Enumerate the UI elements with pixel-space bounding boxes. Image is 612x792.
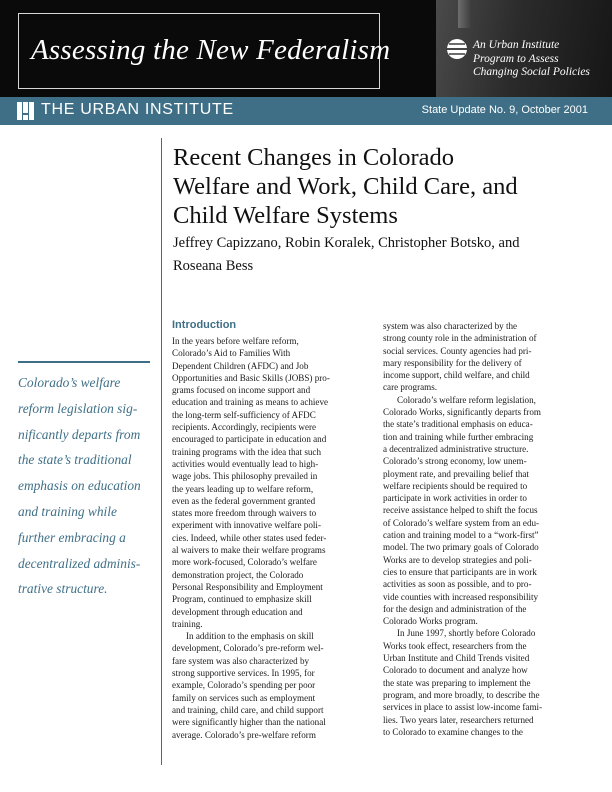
body-text-line: wage jobs. This philosophy prevailed in [172, 471, 318, 482]
body-text-line: In the years before welfare reform, [172, 336, 299, 346]
series-title-box [18, 13, 391, 89]
body-text-line: cies. Indeed, while other states used feder- [172, 532, 327, 543]
body-text-line: cation and training model to a “work-first” [383, 530, 539, 541]
body-text-line: Urban Institute and Child Trends visited [383, 653, 530, 664]
body-text-line: cies to ensure that participants are in work [383, 566, 537, 577]
body-text-line: mary responsibility for the delivery of [383, 357, 522, 368]
program-tagline-line: Changing Social Policies [473, 66, 590, 78]
pull-quote-line: further embracing a [18, 529, 126, 545]
body-text-line: Colorado Works, significantly departs from [383, 407, 541, 418]
body-text-line: development, Colorado’s pre-reform wel- [172, 643, 324, 654]
body-text-line: Works took effect, researchers from the [383, 640, 527, 651]
body-text-line: services in place to assist low-income fami- [383, 702, 543, 713]
series-title: Assessing the New Federalism [31, 34, 391, 66]
program-tagline [473, 39, 609, 80]
body-text-line: of Colorado’s welfare system from an edu- [383, 517, 540, 528]
body-text-line: family on services such as employment [172, 692, 316, 703]
body-text-line: activities would eventually lead to high- [172, 458, 319, 469]
pull-quote-line: and training while [18, 503, 117, 519]
body-text-line: development through education and [172, 606, 303, 617]
body-text-line: Dependent Children (AFDC) and Job [172, 360, 309, 371]
body-text-line: Colorado’s Aid to Families With [172, 348, 291, 359]
body-text-line: a decentralized administrative structure. [383, 443, 529, 454]
body-text-line: income support, child welfare, and child [383, 370, 530, 381]
body-text-line: even as the federal government granted [172, 495, 316, 506]
body-text-line: activities as soon as possible, and to pro- [383, 579, 532, 590]
body-text-line: model. The two primary goals of Colorado [383, 542, 539, 553]
body-text-line: participate in work activities in order to [383, 493, 527, 504]
section-heading: Introduction [172, 319, 237, 331]
body-text-line: demonstration project, the Colorado [172, 569, 304, 580]
body-text-line: care programs. [383, 382, 438, 393]
document-title-line: Child Welfare Systems [173, 202, 398, 229]
body-text-line: example, Colorado’s spending per poor [172, 680, 316, 691]
body-text-line: Colorado to document and analyze how [383, 665, 528, 676]
body-text-line: Opportunities and Basic Skills (JOBS) pro- [172, 372, 330, 383]
urban-institute-logo-icon [17, 102, 34, 120]
body-text-line: and training, child care, and child support [172, 704, 324, 715]
column-divider [161, 138, 162, 765]
body-text-line: In addition to the emphasis on skill [186, 631, 314, 642]
document-title-line: Recent Changes in Colorado [173, 144, 455, 171]
institute-bar [0, 97, 612, 125]
body-text-line: Colorado Works program. [383, 616, 478, 627]
body-text-line: experiment with innovative welfare poli- [172, 520, 321, 531]
authors-line: Jeffrey Capizzano, Robin Koralek, Christopher Botsko, and [173, 235, 520, 251]
body-text-line: receive assistance helped to shift the focus [383, 505, 538, 516]
body-text-line: welfare recipients should be required to [383, 480, 528, 491]
authors-line: Roseana Bess [173, 258, 254, 274]
body-text-line: training programs with the idea that such [172, 446, 321, 457]
body-text-line: were significantly higher than the national [172, 717, 326, 728]
body-text-line: states more freedom through waivers to [172, 508, 317, 519]
body-text-line: the years leading up to welfare reform, [172, 483, 314, 494]
body-text-line: Colorado’s welfare reform legislation, [397, 394, 536, 405]
body-text-line: Program, continued to emphasize skill [172, 594, 312, 605]
program-tagline-line: An Urban Institute [473, 39, 560, 51]
body-column-left [172, 318, 362, 741]
body-text-line: Personal Responsibility and Employment [172, 581, 323, 592]
pull-quote-line: trative structure. [18, 581, 108, 597]
body-text-line: strong county role in the administration of [383, 333, 537, 344]
body-text-line: average. Colorado’s pre-welfare reform [172, 729, 316, 740]
pull-quote-line: the state’s traditional [18, 452, 132, 468]
pull-quote-line: Colorado’s welfare [18, 375, 121, 390]
body-text-line: lies. Two years later, researchers returned [383, 714, 534, 725]
body-text-line: tion and training while further embracing [383, 431, 534, 442]
body-text-line: the long-term self-sufficiency of AFDC [172, 409, 316, 420]
body-text-line: system was also characterized by the [383, 321, 518, 331]
institute-name: THE URBAN INSTITUTE [41, 101, 234, 118]
pull-quote-line: reform legislation sig- [18, 400, 138, 416]
series-banner [0, 0, 612, 97]
body-text-line: recipients. Accordingly, recipients were [172, 422, 317, 433]
body-text-line: program, and more broadly, to describe the [383, 689, 540, 700]
body-text-line: In June 1997, shortly before Colorado [397, 628, 536, 639]
authors [173, 232, 593, 278]
body-text-line: grams focused on income support and [172, 385, 311, 396]
body-text-line: fare system was also characterized by [172, 655, 310, 666]
body-text-line: more work-focused, Colorado’s welfare [172, 557, 317, 568]
body-text-line: to Colorado to examine changes to the [383, 726, 523, 737]
body-text-line: encouraged to participate in education and [172, 434, 327, 445]
pull-quote-line: decentralized adminis- [18, 555, 141, 571]
body-text-line: the state was preparing to implement the [383, 677, 531, 688]
photo-post-shape [458, 0, 472, 28]
body-text-line: for the design and administration of the [383, 603, 527, 614]
body-text-line: training. [172, 618, 203, 629]
body-text-line: strong supportive services. In 1995, for [172, 668, 315, 679]
pull-quote [18, 361, 150, 602]
body-text-line: education and training as means to achieve [172, 397, 329, 408]
pull-quote-line: nificantly departs from [18, 426, 141, 442]
body-text-line: al waivers to make their welfare programs [172, 545, 326, 556]
program-tagline-line: Program to Assess [473, 52, 559, 65]
body-text-line: vide counties with increased responsibility [383, 591, 539, 602]
state-update-label: State Update No. 9, October 2001 [421, 104, 588, 116]
body-text-line: the state’s traditional emphasis on educa- [383, 419, 533, 430]
body-text-line: ployment rate, and prevailing belief that [383, 468, 529, 479]
pull-quote-line: emphasis on education [18, 478, 141, 494]
body-text-line: social services. County agencies had pri- [383, 345, 532, 356]
body-text-line: Works are to develop strategies and poli- [383, 554, 532, 565]
globe-icon [446, 38, 468, 60]
body-text-line: Colorado’s strong economy, low unem- [383, 456, 527, 467]
document-title [173, 143, 593, 230]
body-column-right [383, 320, 573, 738]
document-title-line: Welfare and Work, Child Care, and [173, 173, 518, 200]
